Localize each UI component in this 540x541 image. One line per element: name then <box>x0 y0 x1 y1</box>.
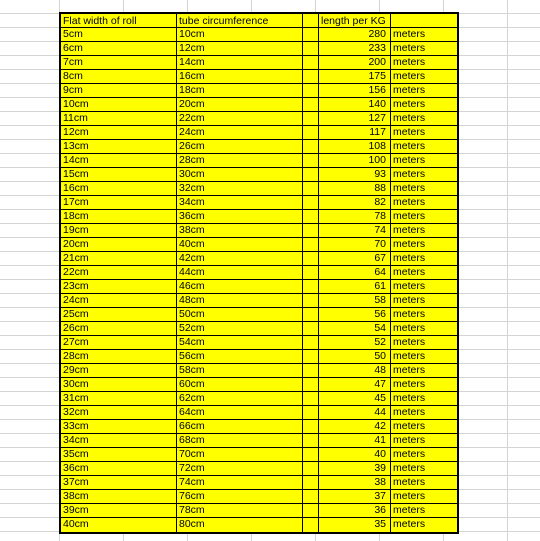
cell-spacer[interactable] <box>303 210 319 223</box>
cell-spacer[interactable] <box>303 294 319 307</box>
cell-circumference[interactable]: 46cm <box>177 280 303 293</box>
cell-spacer[interactable] <box>303 518 319 532</box>
cell-spacer[interactable] <box>303 224 319 237</box>
table-row <box>61 238 457 252</box>
cell-length[interactable]: 36 <box>319 504 391 517</box>
cell-circumference[interactable]: 34cm <box>177 196 303 209</box>
cell-circumference[interactable]: 16cm <box>177 70 303 83</box>
table-row <box>61 308 457 322</box>
cell-flat-width[interactable]: 9cm <box>61 84 177 97</box>
cell-flat-width[interactable]: 18cm <box>61 210 177 223</box>
cell-circumference[interactable]: 36cm <box>177 210 303 223</box>
cell-unit[interactable]: meters <box>393 224 426 236</box>
cell-unit[interactable]: meters <box>393 448 426 460</box>
cell-flat-width[interactable]: 22cm <box>61 266 177 279</box>
cell-circumference[interactable]: 80cm <box>177 518 303 532</box>
cell-flat-width[interactable]: 32cm <box>61 406 177 419</box>
cell-length[interactable]: 78 <box>319 210 391 223</box>
cell-flat-width[interactable]: 31cm <box>61 392 177 405</box>
cell-spacer[interactable] <box>303 378 319 391</box>
cell-circumference[interactable]: 70cm <box>177 448 303 461</box>
cell-unit[interactable]: meters <box>393 266 426 278</box>
cell-circumference[interactable]: 56cm <box>177 350 303 363</box>
table-row <box>61 462 457 476</box>
cell-spacer[interactable] <box>303 84 319 97</box>
table-row <box>61 182 457 196</box>
cell-flat-width[interactable]: 24cm <box>61 294 177 307</box>
cell-spacer[interactable] <box>303 252 319 265</box>
table-row <box>61 280 457 294</box>
cell-flat-width[interactable]: 16cm <box>61 182 177 195</box>
cell-length[interactable]: 35 <box>319 518 391 532</box>
cell-flat-width[interactable]: 12cm <box>61 126 177 139</box>
cell-flat-width[interactable]: 28cm <box>61 350 177 363</box>
table-row <box>61 504 457 518</box>
cell-length[interactable]: 42 <box>319 420 391 433</box>
cell-spacer[interactable] <box>303 336 319 349</box>
cell-unit[interactable]: meters <box>393 434 426 446</box>
roll-size-table <box>59 12 459 534</box>
cell-length[interactable]: 64 <box>319 266 391 279</box>
header-flat-width[interactable]: Flat width of roll <box>61 14 177 27</box>
cell-flat-width[interactable]: 40cm <box>61 518 177 532</box>
cell-circumference[interactable]: 30cm <box>177 168 303 181</box>
cell-unit[interactable]: meters <box>393 182 426 194</box>
cell-circumference[interactable]: 64cm <box>177 406 303 419</box>
table-row <box>61 364 457 378</box>
cell-length[interactable]: 88 <box>319 182 391 195</box>
table-row <box>61 392 457 406</box>
cell-flat-width[interactable]: 10cm <box>61 98 177 111</box>
cell-unit[interactable]: meters <box>393 406 426 418</box>
cell-circumference[interactable]: 44cm <box>177 266 303 279</box>
cell-unit[interactable]: meters <box>393 420 426 432</box>
table-row <box>61 406 457 420</box>
cell-unit[interactable]: meters <box>393 56 426 68</box>
cell-length[interactable]: 54 <box>319 322 391 335</box>
cell-spacer[interactable] <box>303 476 319 489</box>
cell-unit[interactable]: meters <box>393 490 426 502</box>
table-row <box>61 224 457 238</box>
cell-unit[interactable]: meters <box>393 378 426 390</box>
cell-circumference[interactable]: 60cm <box>177 378 303 391</box>
cell-unit[interactable]: meters <box>393 392 426 404</box>
table-row <box>61 28 457 42</box>
cell-length[interactable]: 38 <box>319 476 391 489</box>
cell-spacer[interactable] <box>303 280 319 293</box>
cell-circumference[interactable]: 24cm <box>177 126 303 139</box>
header-spacer[interactable] <box>303 14 319 27</box>
table-row <box>61 420 457 434</box>
cell-length[interactable]: 47 <box>319 378 391 391</box>
cell-length[interactable]: 280 <box>319 28 391 41</box>
table-row <box>61 84 457 98</box>
cell-length[interactable]: 58 <box>319 294 391 307</box>
cell-length[interactable]: 67 <box>319 252 391 265</box>
cell-flat-width[interactable]: 35cm <box>61 448 177 461</box>
cell-unit[interactable]: meters <box>393 364 426 376</box>
cell-unit[interactable]: meters <box>393 98 426 110</box>
cell-spacer[interactable] <box>303 266 319 279</box>
cell-unit[interactable]: meters <box>393 168 426 180</box>
cell-length[interactable]: 50 <box>319 350 391 363</box>
cell-flat-width[interactable]: 39cm <box>61 504 177 517</box>
cell-circumference[interactable]: 62cm <box>177 392 303 405</box>
cell-spacer[interactable] <box>303 434 319 447</box>
cell-spacer[interactable] <box>303 322 319 335</box>
cell-flat-width[interactable]: 33cm <box>61 420 177 433</box>
cell-circumference[interactable]: 72cm <box>177 462 303 475</box>
table-row <box>61 56 457 70</box>
cell-flat-width[interactable]: 17cm <box>61 196 177 209</box>
cell-unit[interactable]: meters <box>393 196 426 208</box>
cell-circumference[interactable]: 32cm <box>177 182 303 195</box>
cell-spacer[interactable] <box>303 140 319 153</box>
cell-circumference[interactable]: 54cm <box>177 336 303 349</box>
cell-flat-width[interactable]: 19cm <box>61 224 177 237</box>
cell-unit[interactable]: meters <box>393 476 426 488</box>
cell-spacer[interactable] <box>303 56 319 69</box>
cell-unit[interactable]: meters <box>393 294 426 306</box>
cell-flat-width[interactable]: 37cm <box>61 476 177 489</box>
cell-flat-width[interactable]: 7cm <box>61 56 177 69</box>
cell-length[interactable]: 74 <box>319 224 391 237</box>
cell-flat-width[interactable]: 25cm <box>61 308 177 321</box>
cell-length[interactable]: 41 <box>319 434 391 447</box>
cell-length[interactable]: 175 <box>319 70 391 83</box>
cell-length[interactable]: 39 <box>319 462 391 475</box>
cell-flat-width[interactable]: 20cm <box>61 238 177 251</box>
cell-circumference[interactable]: 10cm <box>177 28 303 41</box>
cell-circumference[interactable]: 50cm <box>177 308 303 321</box>
cell-spacer[interactable] <box>303 42 319 55</box>
cell-circumference[interactable]: 40cm <box>177 238 303 251</box>
cell-spacer[interactable] <box>303 154 319 167</box>
cell-length[interactable]: 37 <box>319 490 391 503</box>
cell-circumference[interactable]: 68cm <box>177 434 303 447</box>
cell-length[interactable]: 52 <box>319 336 391 349</box>
cell-flat-width[interactable]: 36cm <box>61 462 177 475</box>
table-row <box>61 154 457 168</box>
table-row <box>61 42 457 56</box>
cell-length[interactable]: 61 <box>319 280 391 293</box>
table-row <box>61 140 457 154</box>
cell-circumference[interactable]: 12cm <box>177 42 303 55</box>
header-circumference[interactable]: tube circumference <box>177 14 303 27</box>
cell-circumference[interactable]: 78cm <box>177 504 303 517</box>
cell-length[interactable]: 70 <box>319 238 391 251</box>
cell-circumference[interactable]: 26cm <box>177 140 303 153</box>
cell-spacer[interactable] <box>303 70 319 83</box>
cell-unit[interactable]: meters <box>393 462 426 474</box>
table-row <box>61 434 457 448</box>
cell-unit[interactable]: meters <box>393 154 426 166</box>
cell-length[interactable]: 48 <box>319 364 391 377</box>
cell-length[interactable]: 108 <box>319 140 391 153</box>
cell-spacer[interactable] <box>303 406 319 419</box>
cell-spacer[interactable] <box>303 364 319 377</box>
table-row <box>61 266 457 280</box>
cell-spacer[interactable] <box>303 392 319 405</box>
table-row <box>61 518 457 532</box>
cell-unit[interactable]: meters <box>393 126 426 138</box>
cell-length[interactable]: 127 <box>319 112 391 125</box>
cell-circumference[interactable]: 22cm <box>177 112 303 125</box>
cell-unit[interactable]: meters <box>393 84 426 96</box>
table-row <box>61 490 457 504</box>
cell-spacer[interactable] <box>303 126 319 139</box>
cell-flat-width[interactable]: 11cm <box>61 112 177 125</box>
cell-unit[interactable]: meters <box>393 350 426 362</box>
cell-unit[interactable]: meters <box>393 336 426 348</box>
cell-flat-width[interactable]: 29cm <box>61 364 177 377</box>
cell-spacer[interactable] <box>303 112 319 125</box>
table-row <box>61 168 457 182</box>
cell-spacer[interactable] <box>303 490 319 503</box>
cell-length[interactable]: 156 <box>319 84 391 97</box>
cell-flat-width[interactable]: 14cm <box>61 154 177 167</box>
table-row <box>61 210 457 224</box>
cell-length[interactable]: 100 <box>319 154 391 167</box>
cell-unit[interactable]: meters <box>393 70 426 82</box>
cell-length[interactable]: 93 <box>319 168 391 181</box>
table-body <box>61 28 457 532</box>
cell-circumference[interactable]: 74cm <box>177 476 303 489</box>
cell-flat-width[interactable]: 6cm <box>61 42 177 55</box>
cell-length[interactable]: 56 <box>319 308 391 321</box>
cell-unit[interactable]: meters <box>393 504 426 516</box>
table-row <box>61 126 457 140</box>
table-row <box>61 196 457 210</box>
cell-flat-width[interactable]: 21cm <box>61 252 177 265</box>
cell-length[interactable]: 82 <box>319 196 391 209</box>
cell-length[interactable]: 140 <box>319 98 391 111</box>
table-row <box>61 336 457 350</box>
header-unit[interactable] <box>391 14 453 27</box>
cell-circumference[interactable]: 14cm <box>177 56 303 69</box>
cell-flat-width[interactable]: 23cm <box>61 280 177 293</box>
cell-unit[interactable]: meters <box>393 42 426 54</box>
cell-spacer[interactable] <box>303 98 319 111</box>
cell-length[interactable]: 117 <box>319 126 391 139</box>
cell-spacer[interactable] <box>303 462 319 475</box>
table-row <box>61 378 457 392</box>
cell-spacer[interactable] <box>303 504 319 517</box>
cell-flat-width[interactable]: 26cm <box>61 322 177 335</box>
table-row <box>61 252 457 266</box>
cell-spacer[interactable] <box>303 196 319 209</box>
cell-flat-width[interactable]: 30cm <box>61 378 177 391</box>
cell-circumference[interactable]: 28cm <box>177 154 303 167</box>
cell-circumference[interactable]: 42cm <box>177 252 303 265</box>
cell-length[interactable]: 44 <box>319 406 391 419</box>
cell-flat-width[interactable]: 15cm <box>61 168 177 181</box>
table-row <box>61 322 457 336</box>
header-length[interactable]: length per KG <box>319 14 391 27</box>
cell-spacer[interactable] <box>303 420 319 433</box>
cell-flat-width[interactable]: 34cm <box>61 434 177 447</box>
table-row <box>61 112 457 126</box>
cell-length[interactable]: 233 <box>319 42 391 55</box>
table-row <box>61 476 457 490</box>
header-row <box>61 14 457 28</box>
cell-circumference[interactable]: 58cm <box>177 364 303 377</box>
table-row <box>61 98 457 112</box>
cell-flat-width[interactable]: 38cm <box>61 490 177 503</box>
cell-unit[interactable]: meters <box>393 140 426 152</box>
table-row <box>61 350 457 364</box>
cell-unit[interactable]: meters <box>393 322 426 334</box>
cell-flat-width[interactable]: 27cm <box>61 336 177 349</box>
cell-unit[interactable]: meters <box>393 28 426 40</box>
cell-unit[interactable]: meters <box>393 518 426 530</box>
cell-unit[interactable]: meters <box>393 238 426 250</box>
cell-circumference[interactable]: 48cm <box>177 294 303 307</box>
cell-spacer[interactable] <box>303 238 319 251</box>
cell-circumference[interactable]: 52cm <box>177 322 303 335</box>
table-row <box>61 70 457 84</box>
cell-circumference[interactable]: 18cm <box>177 84 303 97</box>
cell-spacer[interactable] <box>303 448 319 461</box>
cell-spacer[interactable] <box>303 168 319 181</box>
cell-circumference[interactable]: 66cm <box>177 420 303 433</box>
cell-spacer[interactable] <box>303 182 319 195</box>
cell-length[interactable]: 45 <box>319 392 391 405</box>
table-row <box>61 294 457 308</box>
cell-unit[interactable]: meters <box>393 280 426 292</box>
cell-length[interactable]: 40 <box>319 448 391 461</box>
cell-unit[interactable]: meters <box>393 308 426 320</box>
cell-spacer[interactable] <box>303 350 319 363</box>
cell-unit[interactable]: meters <box>393 210 426 222</box>
cell-flat-width[interactable]: 13cm <box>61 140 177 153</box>
cell-circumference[interactable]: 20cm <box>177 98 303 111</box>
cell-flat-width[interactable]: 5cm <box>61 28 177 41</box>
cell-circumference[interactable]: 38cm <box>177 224 303 237</box>
cell-spacer[interactable] <box>303 28 319 41</box>
cell-unit[interactable]: meters <box>393 252 426 264</box>
table-row <box>61 448 457 462</box>
cell-length[interactable]: 200 <box>319 56 391 69</box>
cell-spacer[interactable] <box>303 308 319 321</box>
cell-circumference[interactable]: 76cm <box>177 490 303 503</box>
cell-flat-width[interactable]: 8cm <box>61 70 177 83</box>
cell-unit[interactable]: meters <box>393 112 426 124</box>
